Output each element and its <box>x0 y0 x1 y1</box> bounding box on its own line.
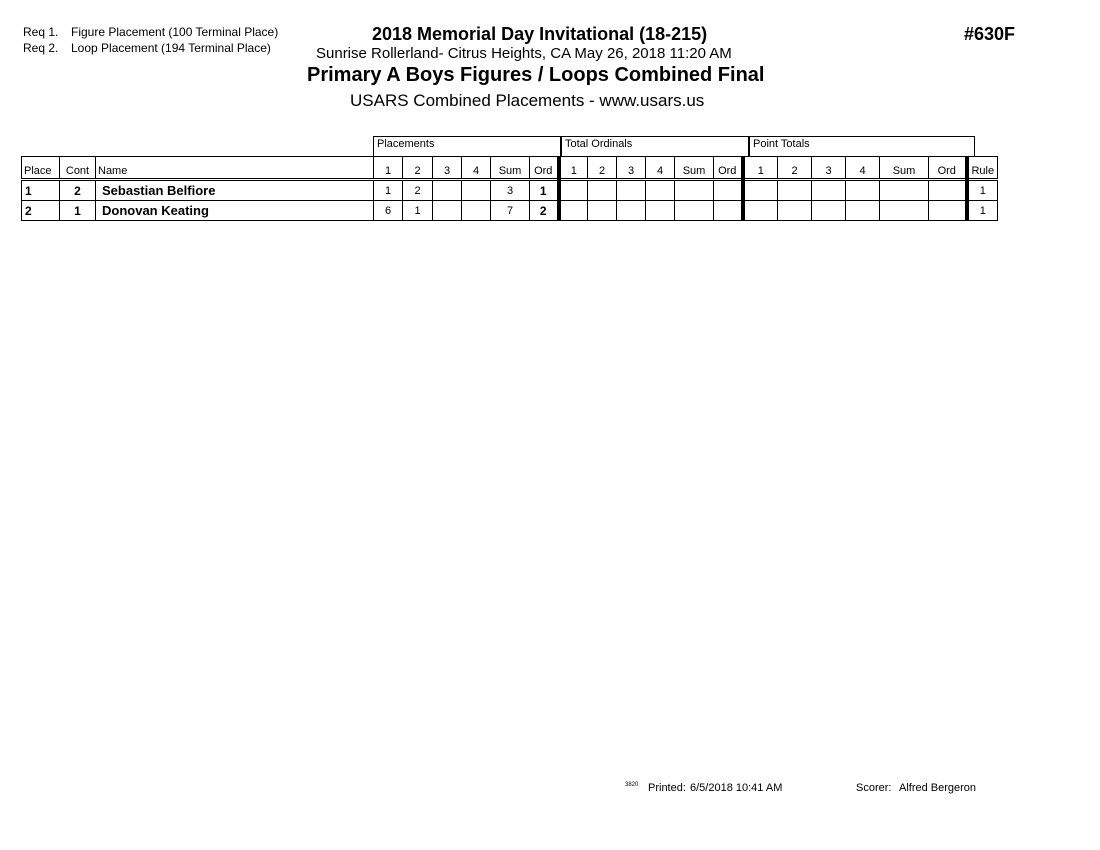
placement-4-cell <box>462 201 491 221</box>
table-header-row <box>22 157 998 180</box>
ordinal-sum-cell <box>675 180 714 201</box>
col-ordinals-1: 1 <box>559 157 588 180</box>
table-row <box>22 180 998 201</box>
point-3-cell <box>812 201 846 221</box>
placement-1-cell: 6 <box>374 201 403 221</box>
placement-3-cell <box>433 201 462 221</box>
event-code: #630F <box>964 24 1016 44</box>
requirement-text: Loop Placement (194 Terminal Place) <box>71 41 271 55</box>
printed-value: 6/5/2018 10:41 AM <box>690 782 783 794</box>
scorer-value: Alfred Bergeron <box>899 782 977 794</box>
col-points-3: 3 <box>812 157 846 180</box>
col-points-ord: Ord <box>929 157 967 180</box>
cont-cell: 1 <box>60 201 96 221</box>
ordinal-4-cell <box>646 201 675 221</box>
requirement-1 <box>23 25 278 39</box>
col-place: Place <box>22 157 60 180</box>
placement-2-cell: 2 <box>403 180 433 201</box>
col-ordinals-4: 4 <box>646 157 675 180</box>
requirement-text: Figure Placement (100 Terminal Place) <box>71 25 279 39</box>
col-ordinals-2: 2 <box>588 157 617 180</box>
skater-name-cell: Sebastian Belfiore <box>96 180 374 201</box>
point-sum-cell <box>880 201 929 221</box>
col-points-sum: Sum <box>880 157 929 180</box>
col-placements-ord: Ord <box>530 157 559 180</box>
placement-1-cell: 1 <box>374 180 403 201</box>
requirement-2 <box>23 41 271 55</box>
rule-cell: 1 <box>967 201 998 221</box>
col-placements-sum: Sum <box>491 157 530 180</box>
placement-4-cell <box>462 180 491 201</box>
col-points-4: 4 <box>846 157 880 180</box>
col-rule: Rule <box>967 157 998 180</box>
col-ordinals-ord: Ord <box>714 157 743 180</box>
ordinal-1-cell <box>559 180 588 201</box>
point-2-cell <box>778 180 812 201</box>
ordinal-2-cell <box>588 180 617 201</box>
point-1-cell <box>743 201 778 221</box>
col-points-1: 1 <box>743 157 778 180</box>
printed-label: Printed: <box>648 782 686 794</box>
point-totals-group-header: Point Totals <box>749 136 975 156</box>
col-placements-4: 4 <box>462 157 491 180</box>
col-ordinals-sum: Sum <box>675 157 714 180</box>
point-3-cell <box>812 180 846 201</box>
place-cell: 1 <box>22 180 60 201</box>
subtitle: USARS Combined Placements - www.usars.us <box>350 91 705 110</box>
point-4-cell <box>846 180 880 201</box>
division-title: Primary A Boys Figures / Loops Combined Final <box>307 64 765 86</box>
placement-ord-cell: 1 <box>530 180 559 201</box>
ordinal-ord-cell <box>714 201 743 221</box>
placement-ord-cell: 2 <box>530 201 559 221</box>
point-sum-cell <box>880 180 929 201</box>
skater-name-cell: Donovan Keating <box>96 201 374 221</box>
place-cell: 2 <box>22 201 60 221</box>
placements-group-header: Placements <box>373 136 561 156</box>
col-points-2: 2 <box>778 157 812 180</box>
ordinal-sum-cell <box>675 201 714 221</box>
location-line: Sunrise Rollerland- Citrus Heights, CA May 26, 2018 11:20 AM <box>316 45 732 62</box>
col-placements-1: 1 <box>374 157 403 180</box>
ordinal-4-cell <box>646 180 675 201</box>
point-ord-cell <box>929 201 967 221</box>
point-ord-cell <box>929 180 967 201</box>
point-2-cell <box>778 201 812 221</box>
ordinal-3-cell <box>617 201 646 221</box>
col-placements-3: 3 <box>433 157 462 180</box>
requirement-number: Req 2. <box>23 41 59 55</box>
table-row <box>22 201 998 221</box>
ordinal-3-cell <box>617 180 646 201</box>
placement-sum-cell: 3 <box>491 180 530 201</box>
ordinal-1-cell <box>559 201 588 221</box>
placement-2-cell: 1 <box>403 201 433 221</box>
placement-sum-cell: 7 <box>491 201 530 221</box>
point-1-cell <box>743 180 778 201</box>
ordinal-ord-cell <box>714 180 743 201</box>
rule-cell: 1 <box>967 180 998 201</box>
col-cont: Cont <box>60 157 96 180</box>
requirement-number: Req 1. <box>23 25 59 39</box>
cont-cell: 2 <box>60 180 96 201</box>
total-ordinals-group-header: Total Ordinals <box>561 136 749 156</box>
scorer-label: Scorer: <box>856 782 892 794</box>
point-4-cell <box>846 201 880 221</box>
col-placements-2: 2 <box>403 157 433 180</box>
results-table <box>21 156 998 221</box>
document-id-mark: 3820 <box>625 782 639 788</box>
col-ordinals-3: 3 <box>617 157 646 180</box>
col-name: Name <box>96 157 374 180</box>
ordinal-2-cell <box>588 201 617 221</box>
event-title: 2018 Memorial Day Invitational (18-215) <box>372 24 708 44</box>
placement-3-cell <box>433 180 462 201</box>
